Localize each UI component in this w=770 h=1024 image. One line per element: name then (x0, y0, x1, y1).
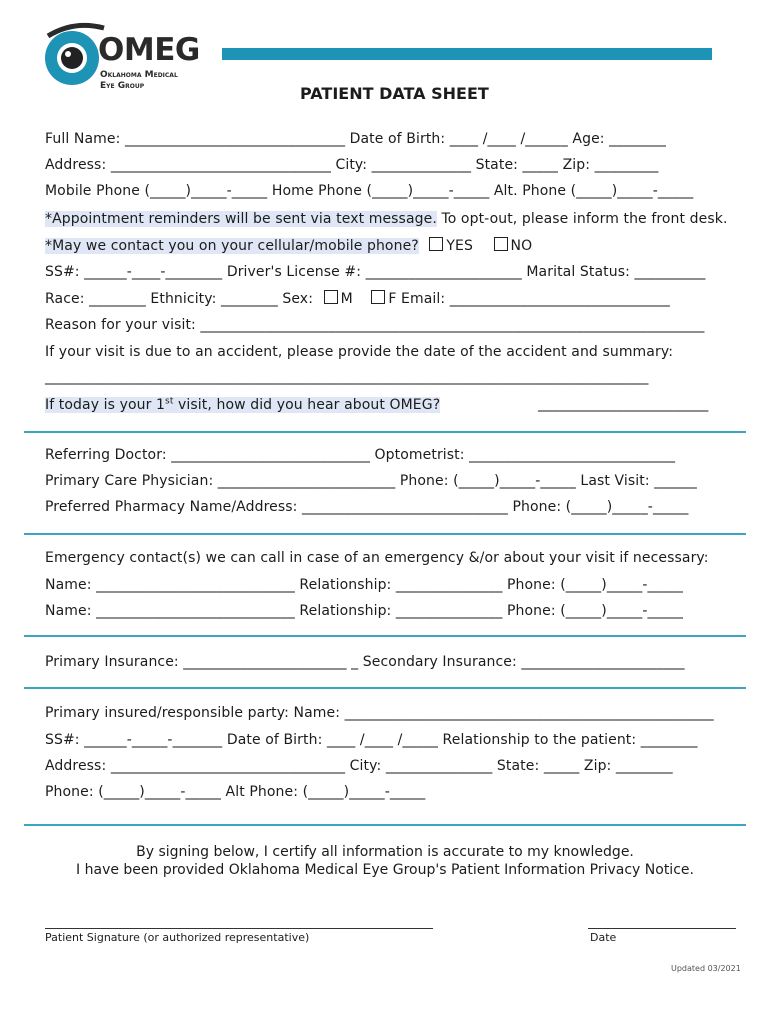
address-row[interactable]: Address: _______________________________ City: ______________ State: _____ Zip: _________ (45, 157, 659, 173)
phone-row[interactable]: Mobile Phone (_____)_____-_____ Home Phone (_____)_____-_____ Alt. Phone (_____)_____-_____ (45, 183, 694, 199)
sex-m-checkbox[interactable] (324, 290, 338, 304)
emergency-contact-1[interactable]: Name: ____________________________ Relationship: _______________ Phone: (_____)_____-_____ (45, 577, 683, 593)
section-divider (24, 533, 746, 535)
primary-care-row[interactable]: Primary Care Physician: _________________________ Phone: (_____)_____-_____ Last Visit: ______ (45, 473, 697, 489)
referring-doctor-row[interactable]: Referring Doctor: ____________________________ Optometrist: _____________________________ (45, 447, 676, 463)
logo-name-line2: Eye Group (100, 81, 145, 91)
updated-note: Updated 03/2021 (671, 964, 741, 973)
certify-line-2: I have been provided Oklahoma Medical Eye Group's Patient Information Privacy Notice. (76, 862, 694, 878)
first-visit-question: If today is your 1st visit, how did you hear about OMEG? (45, 396, 441, 413)
full-name-row[interactable]: Full Name: _______________________________ Date of Birth: ____ /____ /______ Age: ________ (45, 131, 666, 147)
section-divider (24, 635, 746, 637)
responsible-party-row[interactable]: Primary insured/responsible party: Name: ____________________________________________________ (45, 705, 714, 721)
email-field[interactable]: Email: _______________________________ (396, 291, 670, 307)
no-label: NO (510, 238, 533, 254)
certify-line-1: By signing below, I certify all information is accurate to my knowledge. (136, 844, 634, 860)
accident-question: If your visit is due to an accident, please provide the date of the accident and summary: (45, 344, 674, 360)
reminder-row (45, 211, 728, 227)
date-label: Date (590, 931, 617, 944)
race-sex-email-row (45, 290, 670, 307)
sex-f-label: F (388, 291, 397, 307)
ssn-license-row[interactable]: SS#: ______-____-________ Driver's License #: ______________________ Marital Status: __________ (45, 264, 706, 280)
insurance-row[interactable]: Primary Insurance: _______________________ _ Secondary Insurance: _______________________ (45, 654, 685, 670)
reminder-note: *Appointment reminders will be sent via text message. (45, 211, 437, 227)
sex-f-checkbox[interactable] (371, 290, 385, 304)
page-title: PATIENT DATA SHEET (300, 84, 489, 103)
logo-mark: OMEG (98, 32, 200, 68)
logo (44, 18, 214, 90)
signature-line[interactable] (45, 928, 433, 929)
sex-m-label: M (340, 291, 353, 307)
responsible-phone-row[interactable]: Phone: (_____)_____-_____ Alt Phone: (_____)_____-_____ (45, 784, 426, 800)
reason-row[interactable]: Reason for your visit: _______________________________________________________________________ (45, 317, 705, 333)
accident-summary-field[interactable]: _____________________________________________________________________________________ (45, 369, 649, 385)
race-ethnicity-label: Race: ________ Ethnicity: ________ Sex: (45, 291, 314, 307)
no-checkbox[interactable] (494, 237, 508, 251)
emergency-contact-2[interactable]: Name: ____________________________ Relationship: _______________ Phone: (_____)_____-_____ (45, 603, 683, 619)
first-visit-row (45, 396, 440, 413)
responsible-ssn-row[interactable]: SS#: ______-_____-_______ Date of Birth: ____ /____ /_____ Relationship to the patient: ________ (45, 732, 698, 748)
first-visit-field[interactable]: ________________________ (538, 396, 709, 412)
responsible-address-row[interactable]: Address: _________________________________ City: _______________ State: _____ Zip: ________ (45, 758, 673, 774)
yes-label: YES (446, 238, 473, 254)
signature-label: Patient Signature (or authorized representative) (45, 931, 310, 944)
section-divider (24, 431, 746, 433)
cell-contact-question: *May we contact you on your cellular/mobile phone? (45, 238, 419, 254)
logo-name-line1: Oklahoma Medical (100, 70, 178, 80)
section-divider (24, 824, 746, 826)
pharmacy-row[interactable]: Preferred Pharmacy Name/Address: _____________________________ Phone: (_____)_____-_____ (45, 499, 689, 515)
eye-icon (44, 22, 106, 86)
header-accent-bar (222, 48, 712, 60)
opt-out-note: To opt-out, please inform the front desk. (436, 211, 728, 227)
yes-checkbox[interactable] (429, 237, 443, 251)
cell-contact-row (45, 237, 532, 254)
section-divider (24, 687, 746, 689)
date-line[interactable] (588, 928, 736, 929)
emergency-heading: Emergency contact(s) we can call in case of an emergency &/or about your visit if necessary: (45, 550, 709, 566)
